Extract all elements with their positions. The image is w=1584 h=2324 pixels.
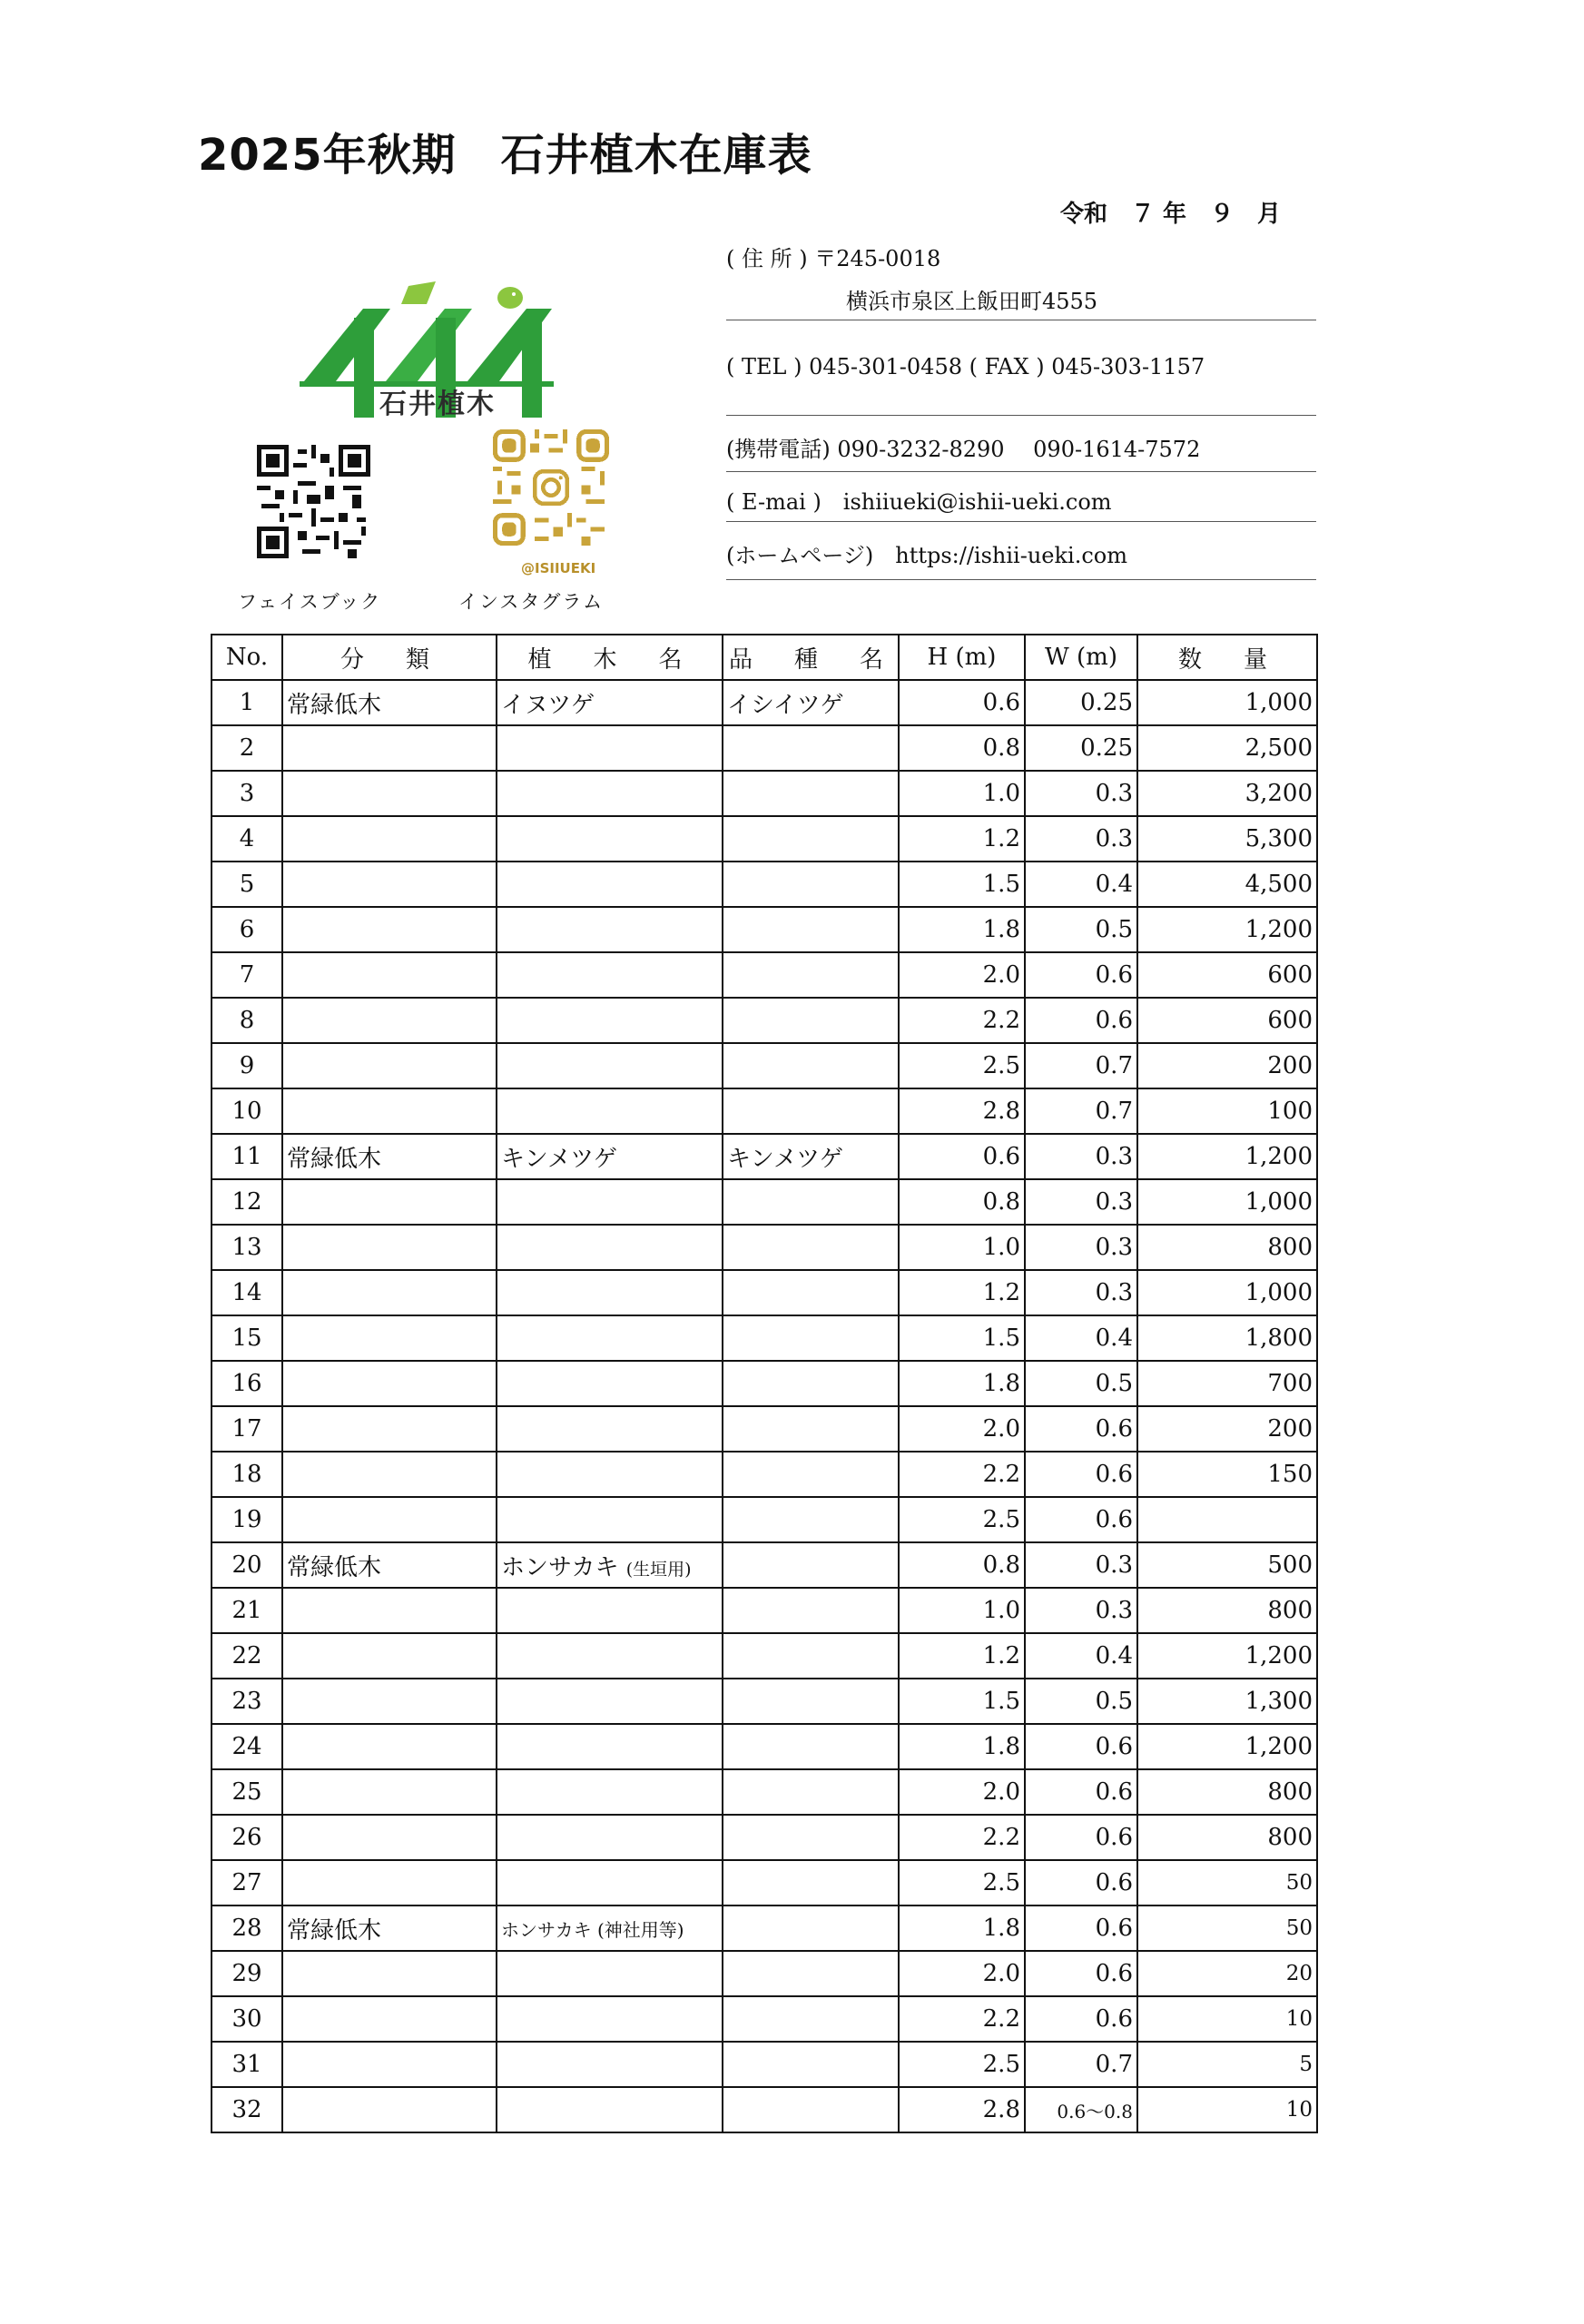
variety-cell xyxy=(723,1996,899,2042)
width-cell: 0.3 xyxy=(1025,1588,1137,1633)
row-number: 19 xyxy=(212,1497,282,1542)
logo-text: 石井植木 xyxy=(379,389,496,420)
height-cell: 2.0 xyxy=(899,1769,1025,1815)
quantity-cell: 800 xyxy=(1137,1769,1317,1815)
header-height: H (m) xyxy=(899,635,1025,680)
table-row xyxy=(212,1270,1317,1315)
width-cell: 0.25 xyxy=(1025,725,1137,771)
table-row xyxy=(212,816,1317,862)
quantity-cell: 150 xyxy=(1137,1452,1317,1497)
height-cell: 1.2 xyxy=(899,1270,1025,1315)
instagram-label: インスタグラム xyxy=(458,591,605,613)
plant-name-cell xyxy=(497,1951,723,1996)
category-cell xyxy=(282,1270,497,1315)
category-cell: 常緑低木 xyxy=(282,1542,497,1588)
table-row xyxy=(212,1179,1317,1225)
variety-cell xyxy=(723,1043,899,1088)
facebook-label: フェイスブック xyxy=(238,591,382,613)
tel-fax: ( TEL ) 045-301-0458 ( FAX ) 045-303-1157 xyxy=(726,354,1205,379)
category-cell xyxy=(282,862,497,907)
header-variety: 品 種 名 xyxy=(723,635,899,680)
quantity-cell: 500 xyxy=(1137,1542,1317,1588)
row-number: 23 xyxy=(212,1679,282,1724)
height-cell: 0.8 xyxy=(899,725,1025,771)
table-row xyxy=(212,1905,1317,1951)
height-cell: 2.2 xyxy=(899,998,1025,1043)
row-number: 30 xyxy=(212,1996,282,2042)
plant-name-cell xyxy=(497,1633,723,1679)
row-number: 1 xyxy=(212,680,282,725)
table-row xyxy=(212,680,1317,725)
variety-cell xyxy=(723,1542,899,1588)
height-cell: 1.0 xyxy=(899,1588,1025,1633)
plant-name-cell xyxy=(497,2087,723,2132)
plant-name: ホンサカキ xyxy=(501,1553,619,1581)
width-cell: 0.6 xyxy=(1025,1406,1137,1452)
variety-cell xyxy=(723,771,899,816)
plant-name-cell xyxy=(497,952,723,998)
category-cell xyxy=(282,1361,497,1406)
height-cell: 1.8 xyxy=(899,1724,1025,1769)
width-cell: 0.6 xyxy=(1025,1452,1137,1497)
plant-name-cell xyxy=(497,1542,723,1588)
row-number: 15 xyxy=(212,1315,282,1361)
plant-name-cell xyxy=(497,725,723,771)
category-cell xyxy=(282,2042,497,2087)
plant-name-cell xyxy=(497,1769,723,1815)
variety-cell: キンメツゲ xyxy=(723,1134,899,1179)
plant-name-cell: ホンサカキ (神社用等) xyxy=(497,1905,723,1951)
width-cell: 0.7 xyxy=(1025,2042,1137,2087)
variety-cell xyxy=(723,1315,899,1361)
height-cell: 1.8 xyxy=(899,1905,1025,1951)
quantity-cell: 1,000 xyxy=(1137,680,1317,725)
width-cell: 0.7 xyxy=(1025,1043,1137,1088)
quantity-cell: 800 xyxy=(1137,1225,1317,1270)
plant-name-cell: キンメツゲ xyxy=(497,1134,723,1179)
width-cell: 0.5 xyxy=(1025,907,1137,952)
address-postal-line xyxy=(726,241,1316,272)
table-row xyxy=(212,2087,1317,2132)
height-cell: 0.8 xyxy=(899,1179,1025,1225)
issue-date: 令和 ７ 年 ９ 月 xyxy=(1060,201,1282,228)
quantity-cell: 5 xyxy=(1137,2042,1317,2087)
category-cell xyxy=(282,2087,497,2132)
table-row xyxy=(212,1452,1317,1497)
width-cell: 0.6 xyxy=(1025,998,1137,1043)
table-row xyxy=(212,1361,1317,1406)
plant-name-cell: イヌツゲ xyxy=(497,680,723,725)
facebook-qr-code[interactable] xyxy=(257,445,370,558)
category-cell xyxy=(282,907,497,952)
row-number: 31 xyxy=(212,2042,282,2087)
variety-cell xyxy=(723,1497,899,1542)
height-cell: 1.5 xyxy=(899,1315,1025,1361)
category-cell xyxy=(282,1996,497,2042)
category-cell xyxy=(282,1951,497,1996)
table-row xyxy=(212,1724,1317,1769)
variety-cell xyxy=(723,2087,899,2132)
plant-name-cell xyxy=(497,998,723,1043)
plant-name-cell xyxy=(497,1179,723,1225)
width-cell: 0.3 xyxy=(1025,1542,1137,1588)
variety-cell xyxy=(723,952,899,998)
divider xyxy=(726,579,1316,580)
table-row xyxy=(212,1815,1317,1860)
plant-name-cell xyxy=(497,1452,723,1497)
plant-name-note: (生垣用) xyxy=(625,1559,692,1580)
row-number: 11 xyxy=(212,1134,282,1179)
plant-name-cell xyxy=(497,1270,723,1315)
category-cell xyxy=(282,1406,497,1452)
height-cell: 1.0 xyxy=(899,771,1025,816)
table-header-row xyxy=(212,635,1317,680)
row-number: 20 xyxy=(212,1542,282,1588)
quantity-cell: 800 xyxy=(1137,1588,1317,1633)
header-width: W (m) xyxy=(1025,635,1137,680)
category-cell xyxy=(282,1588,497,1633)
width-cell: 0.3 xyxy=(1025,816,1137,862)
quantity-cell: 800 xyxy=(1137,1815,1317,1860)
height-cell: 2.5 xyxy=(899,2042,1025,2087)
table-row xyxy=(212,1679,1317,1724)
table-row xyxy=(212,725,1317,771)
plant-name-cell xyxy=(497,1406,723,1452)
quantity-cell: 1,200 xyxy=(1137,1134,1317,1179)
height-cell: 2.8 xyxy=(899,2087,1025,2132)
plant-name-cell xyxy=(497,1088,723,1134)
table-row xyxy=(212,1088,1317,1134)
row-number: 9 xyxy=(212,1043,282,1088)
width-cell: 0.3 xyxy=(1025,1225,1137,1270)
height-cell: 2.2 xyxy=(899,1815,1025,1860)
width-cell: 0.5 xyxy=(1025,1361,1137,1406)
height-cell: 2.5 xyxy=(899,1497,1025,1542)
width-cell: 0.4 xyxy=(1025,1315,1137,1361)
table-row xyxy=(212,1134,1317,1179)
quantity-cell: 1,200 xyxy=(1137,907,1317,952)
table-row xyxy=(212,952,1317,998)
category-cell xyxy=(282,998,497,1043)
variety-cell xyxy=(723,1724,899,1769)
variety-cell xyxy=(723,1951,899,1996)
plant-name-cell xyxy=(497,771,723,816)
category-cell: 常緑低木 xyxy=(282,1905,497,1951)
quantity-cell: 20 xyxy=(1137,1951,1317,1996)
width-cell: 0.4 xyxy=(1025,1633,1137,1679)
quantity-cell: 100 xyxy=(1137,1088,1317,1134)
width-cell: 0.3 xyxy=(1025,771,1137,816)
row-number: 3 xyxy=(212,771,282,816)
category-cell xyxy=(282,1633,497,1679)
variety-cell xyxy=(723,816,899,862)
row-number: 25 xyxy=(212,1769,282,1815)
category-cell: 常緑低木 xyxy=(282,680,497,725)
address-label: ( 住 所 ) xyxy=(726,246,808,271)
height-cell: 2.0 xyxy=(899,952,1025,998)
quantity-cell xyxy=(1137,1497,1317,1542)
width-cell: 0.6 xyxy=(1025,1860,1137,1905)
category-cell xyxy=(282,1497,497,1542)
category-cell xyxy=(282,1860,497,1905)
variety-cell xyxy=(723,1406,899,1452)
quantity-cell: 1,000 xyxy=(1137,1179,1317,1225)
height-cell: 1.5 xyxy=(899,1679,1025,1724)
divider xyxy=(726,415,1316,416)
width-cell: 0.6〜0.8 xyxy=(1025,2087,1137,2132)
table-row xyxy=(212,862,1317,907)
row-number: 32 xyxy=(212,2087,282,2132)
plant-name-cell xyxy=(497,1860,723,1905)
row-number: 8 xyxy=(212,998,282,1043)
height-cell: 1.2 xyxy=(899,1633,1025,1679)
mobile-phone: (携帯電話) 090-3232-8290 090-1614-7572 xyxy=(726,437,1201,462)
width-cell: 0.6 xyxy=(1025,1769,1137,1815)
width-cell: 0.6 xyxy=(1025,1497,1137,1542)
plant-name-cell xyxy=(497,1361,723,1406)
variety-cell xyxy=(723,2042,899,2087)
height-cell: 2.0 xyxy=(899,1951,1025,1996)
quantity-cell: 50 xyxy=(1137,1860,1317,1905)
plant-name-cell xyxy=(497,862,723,907)
quantity-cell: 1,200 xyxy=(1137,1724,1317,1769)
row-number: 2 xyxy=(212,725,282,771)
category-cell xyxy=(282,1815,497,1860)
plant-name-cell xyxy=(497,1315,723,1361)
table-row xyxy=(212,2042,1317,2087)
row-number: 17 xyxy=(212,1406,282,1452)
height-cell: 0.6 xyxy=(899,680,1025,725)
table-row xyxy=(212,1996,1317,2042)
row-number: 29 xyxy=(212,1951,282,1996)
variety-cell xyxy=(723,1588,899,1633)
height-cell: 2.8 xyxy=(899,1088,1025,1134)
quantity-cell: 50 xyxy=(1137,1905,1317,1951)
row-number: 7 xyxy=(212,952,282,998)
variety-cell xyxy=(723,1452,899,1497)
category-cell xyxy=(282,1769,497,1815)
category-cell xyxy=(282,1225,497,1270)
category-cell xyxy=(282,725,497,771)
height-cell: 2.0 xyxy=(899,1406,1025,1452)
plant-name-cell xyxy=(497,1588,723,1633)
height-cell: 2.2 xyxy=(899,1452,1025,1497)
variety-cell xyxy=(723,1179,899,1225)
plant-name-cell xyxy=(497,1225,723,1270)
plant-name-cell xyxy=(497,1679,723,1724)
row-number: 13 xyxy=(212,1225,282,1270)
variety-cell xyxy=(723,1815,899,1860)
quantity-cell: 5,300 xyxy=(1137,816,1317,862)
variety-cell xyxy=(723,1679,899,1724)
height-cell: 1.8 xyxy=(899,1361,1025,1406)
row-number: 18 xyxy=(212,1452,282,1497)
width-cell: 0.7 xyxy=(1025,1088,1137,1134)
variety-cell xyxy=(723,725,899,771)
plant-name-cell xyxy=(497,1724,723,1769)
variety-cell xyxy=(723,1769,899,1815)
width-cell: 0.3 xyxy=(1025,1270,1137,1315)
row-number: 10 xyxy=(212,1088,282,1134)
row-number: 21 xyxy=(212,1588,282,1633)
variety-cell xyxy=(723,907,899,952)
quantity-cell: 10 xyxy=(1137,2087,1317,2132)
plant-name-cell xyxy=(497,816,723,862)
row-number: 5 xyxy=(212,862,282,907)
quantity-cell: 3,200 xyxy=(1137,771,1317,816)
variety-cell xyxy=(723,1088,899,1134)
divider xyxy=(726,471,1316,472)
instagram-qr-code[interactable] xyxy=(493,429,609,546)
plant-name-cell xyxy=(497,1497,723,1542)
table-row xyxy=(212,771,1317,816)
variety-cell xyxy=(723,1270,899,1315)
row-number: 26 xyxy=(212,1815,282,1860)
table-row xyxy=(212,1633,1317,1679)
category-cell xyxy=(282,952,497,998)
quantity-cell: 1,000 xyxy=(1137,1270,1317,1315)
quantity-cell: 4,500 xyxy=(1137,862,1317,907)
table-row xyxy=(212,1588,1317,1633)
header-no: No. xyxy=(212,635,282,680)
width-cell: 0.3 xyxy=(1025,1179,1137,1225)
width-cell: 0.6 xyxy=(1025,1905,1137,1951)
variety-cell xyxy=(723,998,899,1043)
variety-cell xyxy=(723,1633,899,1679)
category-cell xyxy=(282,816,497,862)
address: 横浜市泉区上飯田町4555 xyxy=(846,289,1098,314)
quantity-cell: 600 xyxy=(1137,998,1317,1043)
row-number: 16 xyxy=(212,1361,282,1406)
table-row xyxy=(212,1542,1317,1588)
quantity-cell: 600 xyxy=(1137,952,1317,998)
table-row xyxy=(212,1769,1317,1815)
header-quantity: 数 量 xyxy=(1137,635,1317,680)
category-cell: 常緑低木 xyxy=(282,1134,497,1179)
quantity-cell: 1,200 xyxy=(1137,1633,1317,1679)
variety-cell xyxy=(723,1905,899,1951)
width-cell: 0.6 xyxy=(1025,1996,1137,2042)
height-cell: 1.5 xyxy=(899,862,1025,907)
row-number: 22 xyxy=(212,1633,282,1679)
width-cell: 0.6 xyxy=(1025,1951,1137,1996)
quantity-cell: 200 xyxy=(1137,1043,1317,1088)
row-number: 27 xyxy=(212,1860,282,1905)
row-number: 28 xyxy=(212,1905,282,1951)
plant-name-cell xyxy=(497,2042,723,2087)
variety-cell xyxy=(723,1860,899,1905)
height-cell: 0.6 xyxy=(899,1134,1025,1179)
width-cell: 0.3 xyxy=(1025,1134,1137,1179)
height-cell: 0.8 xyxy=(899,1542,1025,1588)
quantity-cell: 2,500 xyxy=(1137,725,1317,771)
width-cell: 0.4 xyxy=(1025,862,1137,907)
variety-cell: イシイツゲ xyxy=(723,680,899,725)
width-cell: 0.5 xyxy=(1025,1679,1137,1724)
plant-name-cell xyxy=(497,1043,723,1088)
row-number: 14 xyxy=(212,1270,282,1315)
row-number: 24 xyxy=(212,1724,282,1769)
header-category: 分 類 xyxy=(282,635,497,680)
variety-cell xyxy=(723,1361,899,1406)
height-cell: 1.2 xyxy=(899,816,1025,862)
category-cell xyxy=(282,1724,497,1769)
width-cell: 0.25 xyxy=(1025,680,1137,725)
page-title: 2025年秋期 石井植木在庫表 xyxy=(198,130,812,181)
width-cell: 0.6 xyxy=(1025,952,1137,998)
inventory-table xyxy=(211,634,1318,2133)
table-row xyxy=(212,1497,1317,1542)
row-number: 12 xyxy=(212,1179,282,1225)
quantity-cell: 10 xyxy=(1137,1996,1317,2042)
height-cell: 1.8 xyxy=(899,907,1025,952)
plant-name-cell xyxy=(497,1815,723,1860)
table-row xyxy=(212,1860,1317,1905)
variety-cell xyxy=(723,1225,899,1270)
height-cell: 2.2 xyxy=(899,1996,1025,2042)
quantity-cell: 700 xyxy=(1137,1361,1317,1406)
row-number: 4 xyxy=(212,816,282,862)
height-cell: 2.5 xyxy=(899,1860,1025,1905)
category-cell xyxy=(282,1088,497,1134)
table-row xyxy=(212,1043,1317,1088)
width-cell: 0.6 xyxy=(1025,1724,1137,1769)
row-number: 6 xyxy=(212,907,282,952)
plant-name-cell xyxy=(497,1996,723,2042)
table-row xyxy=(212,998,1317,1043)
quantity-cell: 200 xyxy=(1137,1406,1317,1452)
category-cell xyxy=(282,771,497,816)
category-cell xyxy=(282,1452,497,1497)
table-row xyxy=(212,1315,1317,1361)
quantity-cell: 1,300 xyxy=(1137,1679,1317,1724)
plant-name-cell xyxy=(497,907,723,952)
height-cell: 1.0 xyxy=(899,1225,1025,1270)
height-cell: 2.5 xyxy=(899,1043,1025,1088)
category-cell xyxy=(282,1679,497,1724)
category-cell xyxy=(282,1043,497,1088)
divider xyxy=(726,521,1316,522)
homepage[interactable]: (ホームページ) https://ishii-ueki.com xyxy=(726,543,1127,568)
table-row xyxy=(212,1951,1317,1996)
header-plant-name: 植 木 名 xyxy=(497,635,723,680)
instagram-handle: @ISIIUEKI xyxy=(521,560,596,576)
category-cell xyxy=(282,1179,497,1225)
table-row xyxy=(212,1406,1317,1452)
table-row xyxy=(212,1225,1317,1270)
table-row xyxy=(212,907,1317,952)
width-cell: 0.6 xyxy=(1025,1815,1137,1860)
category-cell xyxy=(282,1315,497,1361)
variety-cell xyxy=(723,862,899,907)
quantity-cell: 1,800 xyxy=(1137,1315,1317,1361)
email[interactable]: ( E-mai ) ishiiueki@ishii-ueki.com xyxy=(726,489,1112,515)
postal-code: 〒245-0018 xyxy=(814,246,941,271)
